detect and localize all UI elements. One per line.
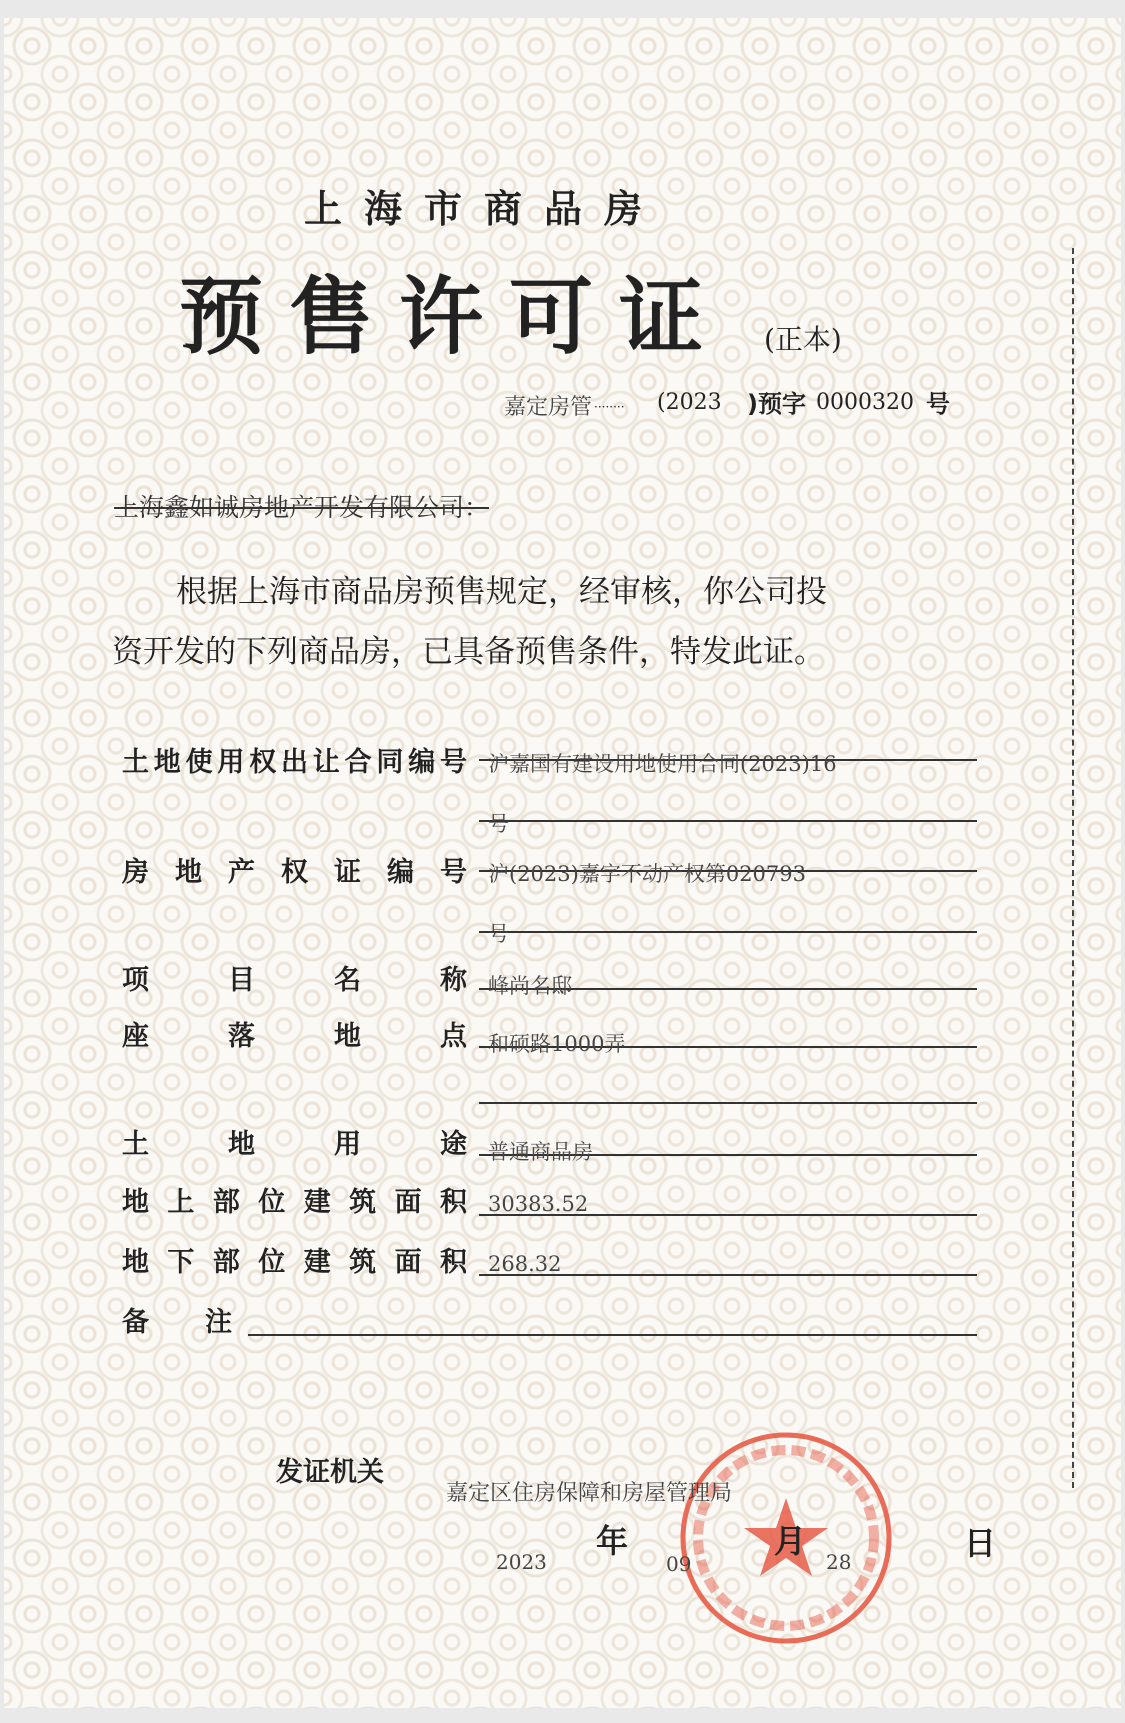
underline	[248, 1334, 977, 1336]
permit-document	[4, 18, 1121, 1708]
field-value: 沪嘉国有建设用地使用合同(2023)16	[488, 752, 837, 776]
issuer-label: 发证机关	[276, 1457, 384, 1488]
body-line-1: 根据上海市商品房预售规定，经审核，你公司投	[176, 574, 827, 610]
document-subtitle: 上海市商品房	[304, 187, 665, 231]
field-value: 峰尚名邸	[488, 974, 572, 998]
body-line-2: 资开发的下列商品房，已具备预售条件，特发此证。	[112, 634, 825, 670]
issuer-name: 嘉定区住房保障和房屋管理局	[446, 1481, 733, 1506]
field-label: 房地产权证编号	[122, 857, 467, 888]
field-value: 30383.52	[488, 1192, 589, 1216]
date-day: 28	[826, 1550, 852, 1574]
permit-middle: )预字	[747, 390, 806, 418]
field-value: 沪(2023)嘉字不动产权第020793	[488, 862, 806, 886]
permit-suffix: 号	[926, 390, 950, 418]
year-label: 年	[596, 1522, 629, 1560]
underline	[479, 820, 977, 822]
field-label: 座落地点	[122, 1021, 467, 1052]
permit-prefix: 嘉定房管	[504, 395, 593, 420]
field-label: 土地使用权出让合同编号	[122, 747, 467, 778]
permit-year: (2023	[657, 390, 722, 415]
field-label: 地下部位建筑面积	[122, 1247, 467, 1278]
field-value: 号	[488, 812, 509, 836]
underline	[479, 931, 977, 933]
field-value: 和硕路1000弄	[488, 1032, 626, 1056]
dashed-border	[1072, 248, 1074, 1488]
month-label: 月	[774, 1522, 807, 1560]
field-value: 号	[488, 922, 509, 946]
field-label: 备注	[122, 1307, 232, 1338]
field-value: 普通商品房	[488, 1140, 593, 1164]
field-value: 268.32	[488, 1252, 562, 1276]
permit-number: 0000320	[816, 390, 914, 415]
field-label: 地上部位建筑面积	[122, 1187, 467, 1218]
date-year: 2023	[496, 1550, 547, 1574]
field-label: 项目名称	[122, 965, 467, 996]
copy-type: (正本)	[764, 323, 842, 356]
permit-dots: ········	[594, 400, 625, 414]
day-label: 日	[964, 1524, 997, 1562]
addressee: 上海鑫如诚房地产开发有限公司：	[114, 493, 490, 522]
underline	[479, 1102, 977, 1104]
field-label: 土地用途	[122, 1129, 467, 1160]
date-month: 09	[666, 1552, 692, 1576]
document-title: 预售许可证	[179, 268, 730, 366]
